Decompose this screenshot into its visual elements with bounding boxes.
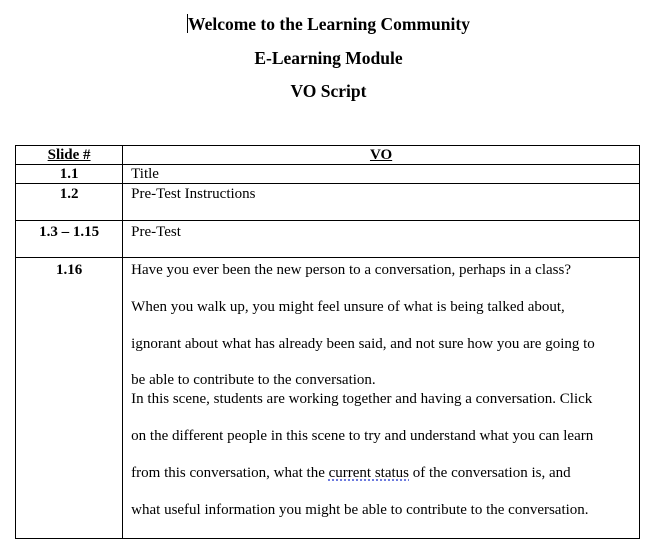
grammar-flag[interactable]: current status: [328, 464, 410, 481]
vo-text: from this conversation, what the: [131, 464, 329, 481]
table-row: [16, 258, 640, 539]
slide-number-cell[interactable]: 1.1: [16, 165, 123, 184]
vo-cell[interactable]: Pre-Test: [123, 221, 640, 258]
slide-number-cell[interactable]: 1.16: [16, 258, 123, 539]
title-line-2: E-Learning Module: [254, 48, 403, 68]
header-vo[interactable]: [123, 146, 640, 165]
vo-line: on the different people in this scene to try and understand what you can learn: [131, 428, 594, 445]
vo-line: be able to contribute to the conversation.: [131, 372, 376, 389]
doc-subtitle-2[interactable]: [0, 81, 657, 101]
vo-cell[interactable]: Title: [123, 165, 640, 184]
table-row: [16, 221, 640, 258]
vo-cell[interactable]: Pre-Test Instructions: [123, 184, 640, 221]
table-header-row: [16, 146, 640, 165]
slide-number-cell[interactable]: 1.3 – 1.15: [16, 221, 123, 258]
doc-title[interactable]: [0, 14, 657, 34]
vo-line: ignorant about what has already been said, and not sure how you are going to: [131, 335, 595, 352]
vo-cell[interactable]: [123, 258, 640, 539]
table-row: [16, 165, 640, 184]
vo-line: Have you ever been the new person to a conversation, perhaps in a class?: [131, 262, 571, 278]
title-line-1: Welcome to the Learning Community: [188, 14, 470, 34]
header-slide-label: Slide #: [47, 147, 91, 163]
vo-line: When you walk up, you might feel unsure of what is being talked about,: [131, 298, 565, 315]
header-vo-label: VO: [369, 147, 393, 163]
header-slide-number[interactable]: [16, 146, 123, 165]
vo-script-table: [15, 145, 640, 539]
slide-number-cell[interactable]: 1.2: [16, 184, 123, 221]
vo-line: [131, 464, 639, 482]
vo-line: In this scene, students are working together and having a conversation. Click: [131, 391, 593, 408]
title-line-3: VO Script: [290, 81, 367, 101]
doc-subtitle[interactable]: [0, 48, 657, 68]
table-row: [16, 184, 640, 221]
vo-line: what useful information you might be able to contribute to the conversation.: [131, 501, 589, 518]
vo-text: of the conversation is, and: [409, 464, 571, 481]
